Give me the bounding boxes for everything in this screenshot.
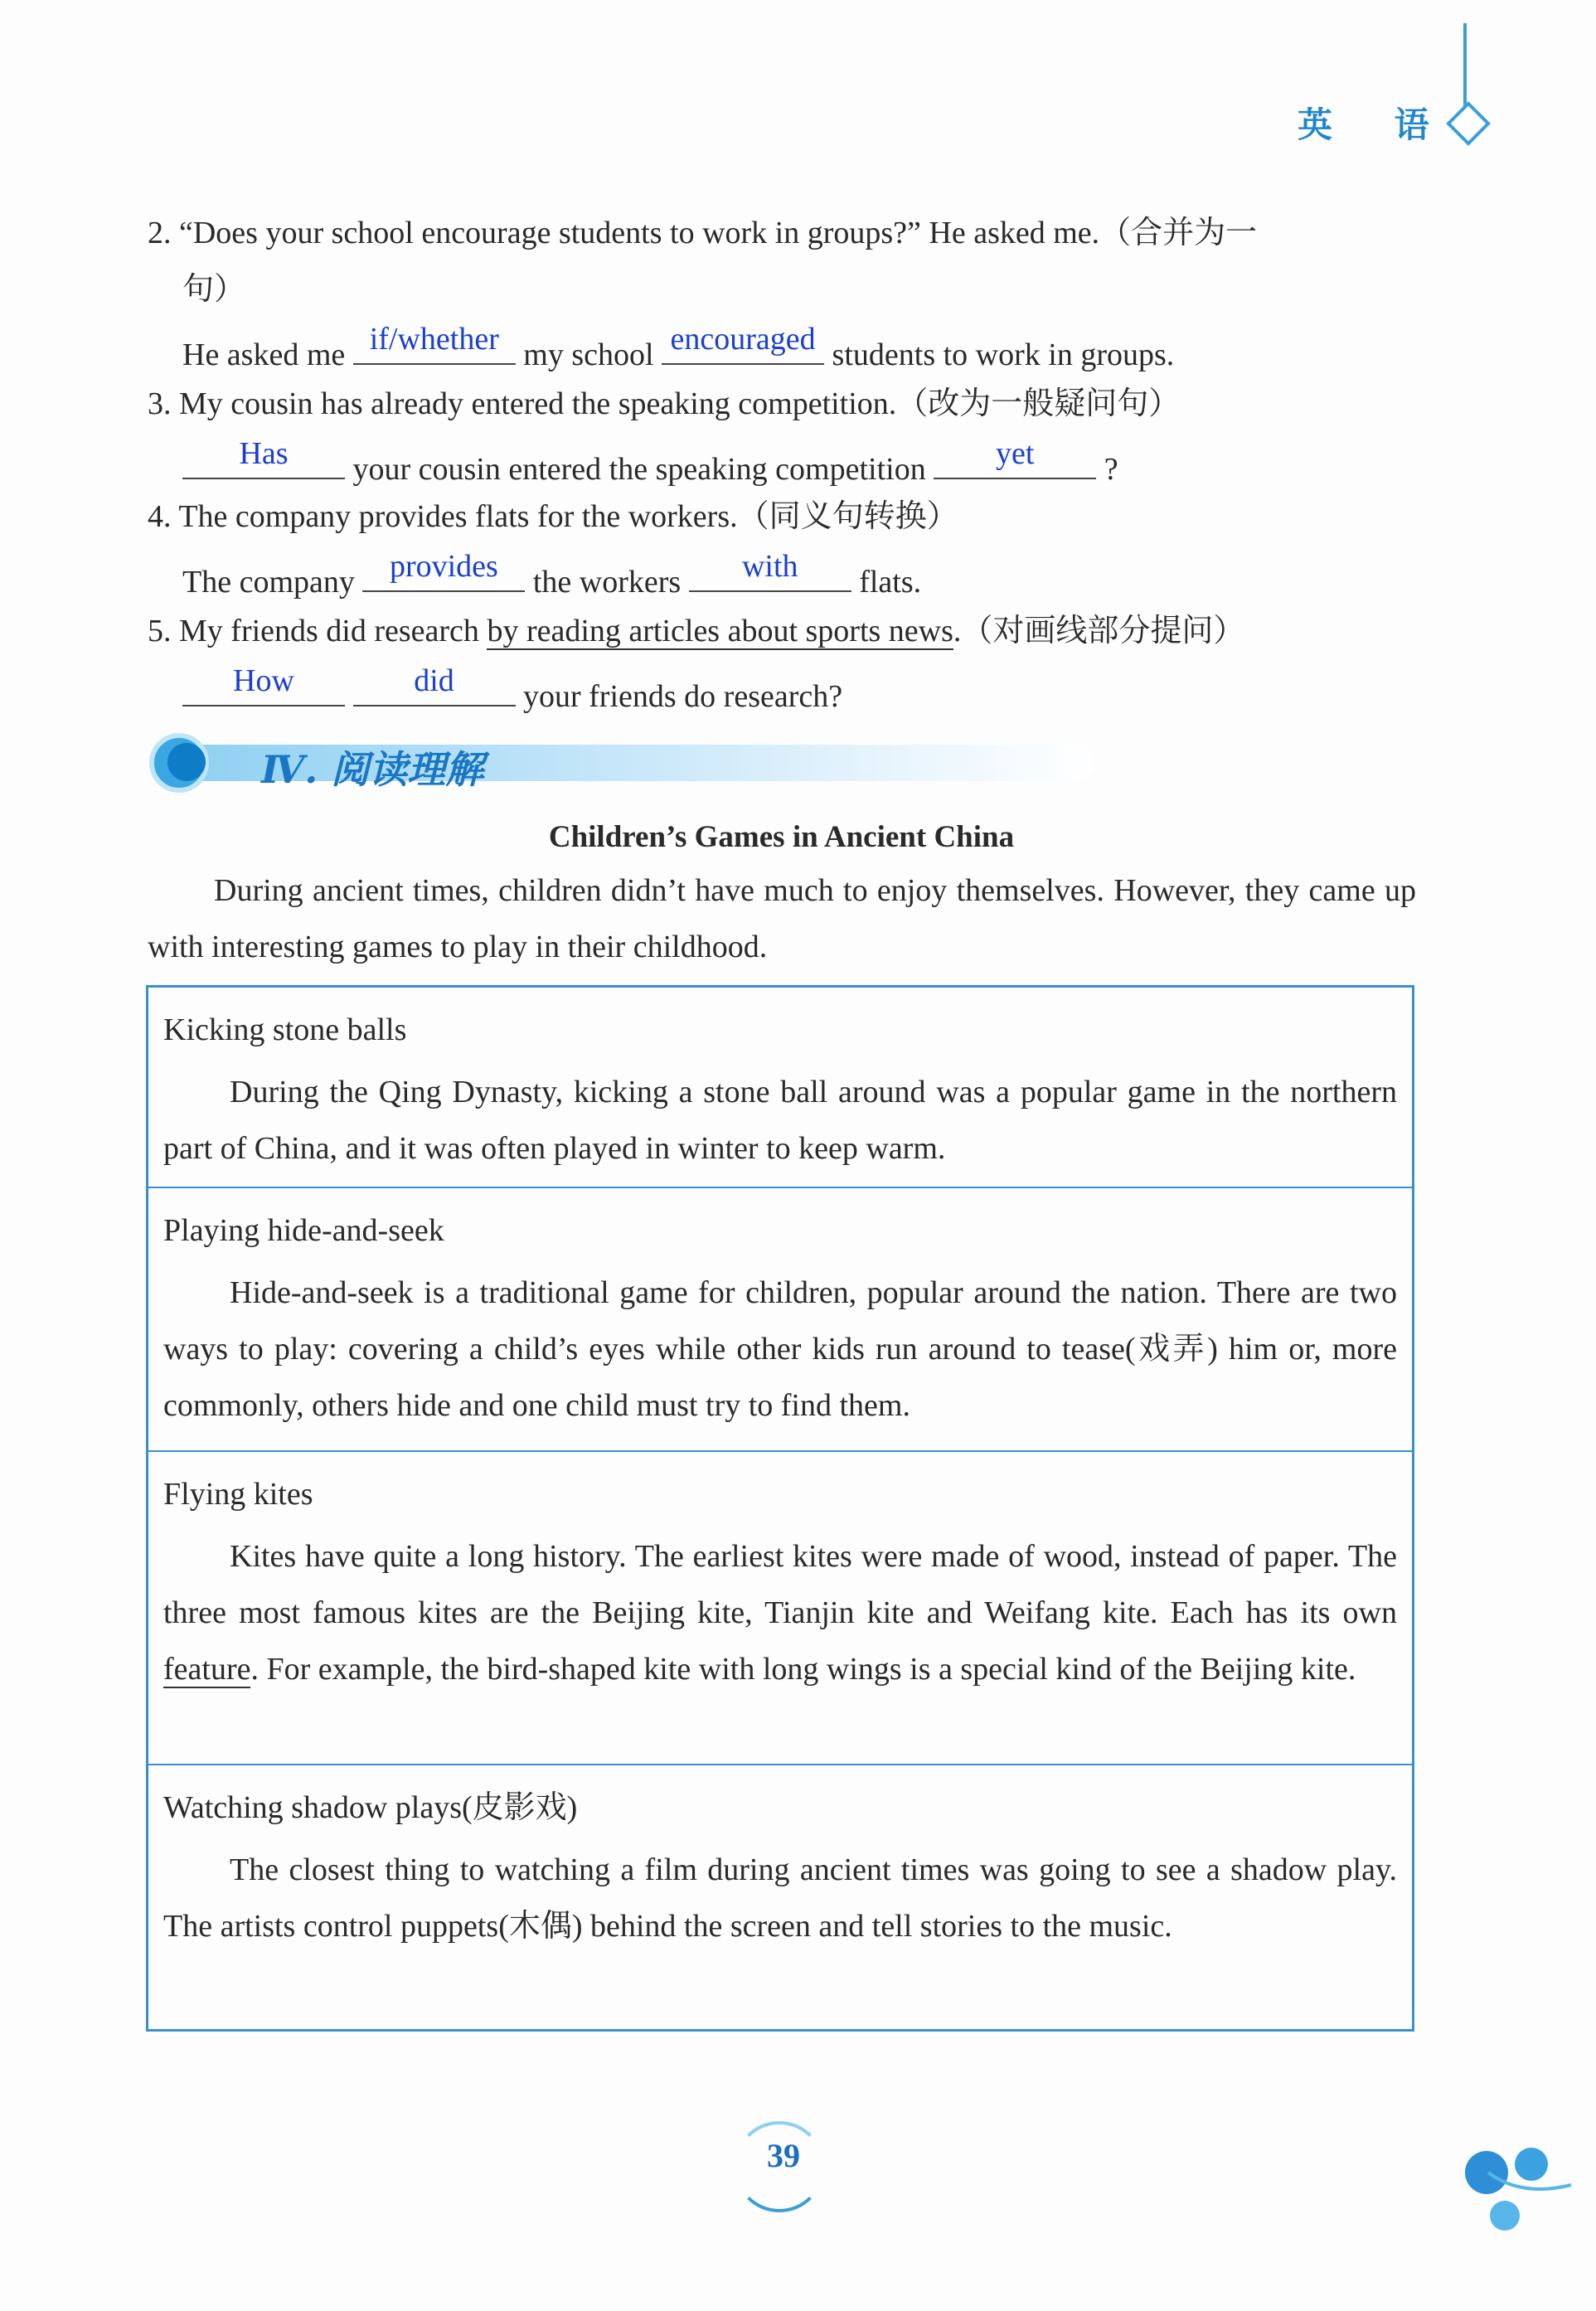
q2-ans-pre: He asked me [182,337,346,372]
q2-answer-line [182,322,1175,372]
q2-answer-1: if/whether [369,322,499,357]
q4-blank-1[interactable] [362,549,525,592]
q3-answer-2: yet [995,436,1035,471]
q2-prompt-cont: 句） [182,272,246,307]
section-title: Ⅳ. 阅读理解 [261,747,484,792]
q3-prompt: 3. My cousin has already entered the speaking competition.（改为一般疑问句） [148,386,1181,421]
table-row [148,1765,1412,2029]
q3-post: ? [1104,452,1118,487]
q5-post: your friends do research? [523,679,843,714]
banner-cap-inner-icon [167,743,206,781]
game-heading: Flying kites [163,1477,313,1512]
q5-answer-2: did [414,663,454,698]
q4-mid: the workers [532,565,682,600]
game-text: Hide-and-seek is a traditional game for children, popular around the nation. There are two ways to play: covering a child’s eyes while other kids run around to tease(戏弄) him or, more commonly, others hide and one child must try to find them. [163,1275,1397,1423]
q5-blank-1[interactable] [182,663,345,706]
q2-blank-1[interactable] [353,322,516,365]
game-heading: Kicking stone balls [163,1012,407,1047]
q5-underlined-phrase: by reading articles about sports news [487,614,953,648]
q5-blank-2[interactable] [353,663,516,706]
q2-prompt: 2. “Does your school encourage students to work in groups?” He asked me.（合并为一 [148,216,1258,250]
table-row [148,1452,1412,1765]
q4-ans-pre: The company [182,565,355,600]
q3-mid: your cousin entered the speaking competition [352,452,926,487]
game-heading: Playing hide-and-seek [163,1213,444,1248]
q5-prompt-post: .（对画线部分提问） [953,614,1245,648]
q5-prompt [148,615,1244,647]
q5-answer-1: How [233,663,294,698]
q4-post: flats. [859,565,922,600]
table-row [148,1188,1412,1452]
game-heading: Watching shadow plays(皮影戏) [163,1790,578,1825]
q2-answer-2: encouraged [670,322,816,357]
q4-prompt: 4. The company provides flats for the workers.（同义句转换） [148,499,958,534]
subject-label: 英 语 [1298,104,1454,145]
q4-answer-2: with [741,549,798,584]
section-banner [149,730,953,796]
decorative-dots-icon [1455,2139,1579,2239]
q5-answer-line [182,663,843,714]
q4-blank-2[interactable] [689,549,851,592]
q3-answer-line [182,436,1118,487]
q2-blank-2[interactable] [662,322,824,365]
q4-answer-1: provides [389,549,498,584]
game-text [163,1528,1397,1697]
q2-post: students to work in groups. [832,337,1175,372]
game-text-post: . For example, the bird-shaped kite with long wings is a special kind of the Beijing kite. [250,1652,1356,1687]
table-row [148,988,1412,1188]
q2-mid: my school [523,337,654,372]
q3-answer-1: Has [239,436,289,471]
q4-answer-line [182,549,922,600]
article-title: Children’s Games in Ancient China [548,820,1015,854]
underlined-word: feature [163,1652,251,1687]
article-intro: During ancient times, children didn’t have much to enjoy themselves. However, they came up with interesting games to play in their childhood. [148,873,1416,964]
game-text: The closest thing to watching a film during ancient times was going to see a shadow play. The artists control puppets(木偶) behind the screen and tell stories to the music. [163,1852,1397,1944]
q3-blank-2[interactable] [934,436,1096,479]
q3-blank-1[interactable] [182,436,345,479]
games-table [146,985,1414,2032]
q5-prompt-pre: 5. My friends did research [148,614,479,648]
page-number: 39 [767,2137,800,2174]
game-text-pre: Kites have quite a long history. The earliest kites were made of wood, instead of paper. The three most famous kites are the Beijing kite, Tianjin kite and Weifang kite. Each has its own [163,1539,1397,1630]
game-text: During the Qing Dynasty, kicking a stone ball around was a popular game in the northern part of China, and it was often played in winter to keep warm. [163,1075,1397,1166]
